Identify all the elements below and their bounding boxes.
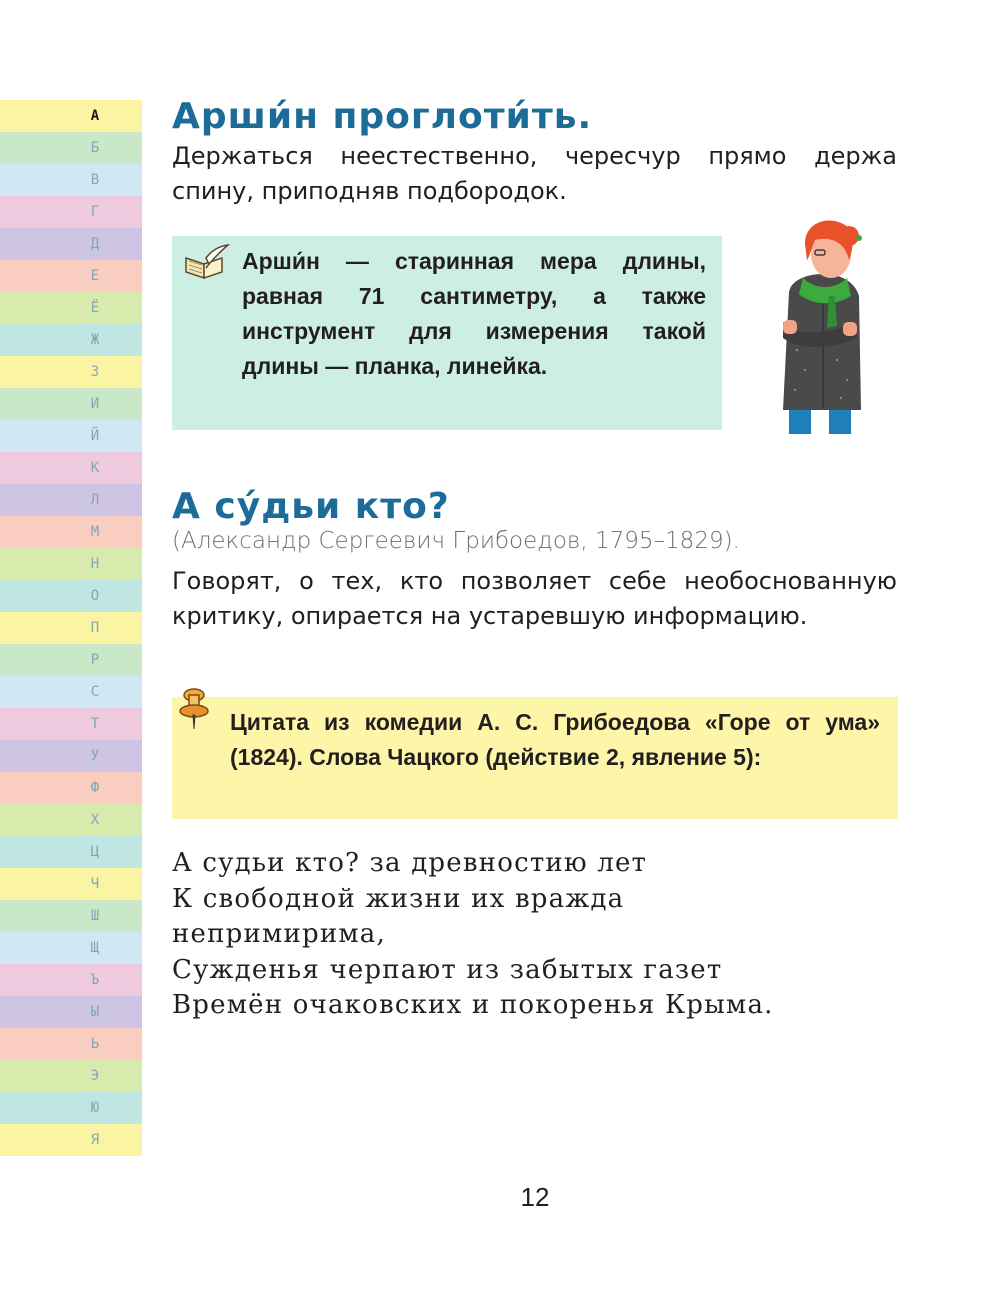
alphabet-letter: Й [0,420,142,452]
alphabet-letter: Е [0,260,142,292]
alphabet-letter: Э [0,1060,142,1092]
alphabet-letter: Я [0,1124,142,1156]
alphabet-letter: И [0,388,142,420]
info-box-body: — старинная мера длины, равная 71 сантиметру, а также инструмент для измерения такой длины — планка, линейка. [242,248,706,379]
poem-quote: А судьи кто? за древностию лет К свободной жизни их вражда непримирима, Сужденья черпают из забытых газет Времён очаковских и покоренья Крыма. [172,848,774,1020]
alphabet-letter: Т [0,708,142,740]
alphabet-letter: Б [0,132,142,164]
alphabet-letter: Ё [0,292,142,324]
alphabet-index [0,100,142,1156]
alphabet-letter: Д [0,228,142,260]
alphabet-letter: Ы [0,996,142,1028]
alphabet-letter: У [0,740,142,772]
alphabet-letter: Л [0,484,142,516]
headword-sudi-kto: А су́дьи кто? [172,486,450,527]
alphabet-letter: Г [0,196,142,228]
book-quill-icon [182,244,230,280]
pushpin-icon [176,687,212,731]
page-number: 12 [520,1182,550,1212]
alphabet-letter: З [0,356,142,388]
alphabet-letter: Ъ [0,964,142,996]
girl-illustration [775,210,885,435]
info-box-text [242,244,706,384]
definition-arshin: Держаться неестественно, чересчур прямо держа спину, приподняв подбородок. [172,142,897,205]
note-box-quote-source [172,697,898,819]
alphabet-letter: М [0,516,142,548]
alphabet-letter: Р [0,644,142,676]
alphabet-letter: Ш [0,900,142,932]
alphabet-letter: А [0,100,142,132]
info-box-term: Арши́н [242,248,320,274]
source-attribution: (Александр Сергеевич Грибоедов, 1795–1829). [172,528,740,554]
alphabet-letter: С [0,676,142,708]
definition-sudi-kto: Говорят, о тех, кто позволяет себе необоснованную критику, опирается на устаревшую информацию. [172,567,897,630]
alphabet-letter: Ь [0,1028,142,1060]
alphabet-letter: О [0,580,142,612]
alphabet-letter: Ж [0,324,142,356]
headword-arshin: Арши́н проглоти́ть. [172,96,593,137]
alphabet-letter: Щ [0,932,142,964]
alphabet-letter: Ч [0,868,142,900]
alphabet-letter: Ф [0,772,142,804]
alphabet-letter: Ц [0,836,142,868]
alphabet-letter: Ю [0,1092,142,1124]
alphabet-letter: Н [0,548,142,580]
alphabet-letter: К [0,452,142,484]
alphabet-letter: П [0,612,142,644]
note-box-text: Цитата из комедии А. С. Грибоедова «Горе от ума» (1824). Слова Чацкого (действие 2, явление 5): [230,709,880,770]
info-box-arshin [172,236,722,430]
alphabet-letter: В [0,164,142,196]
alphabet-letter: Х [0,804,142,836]
